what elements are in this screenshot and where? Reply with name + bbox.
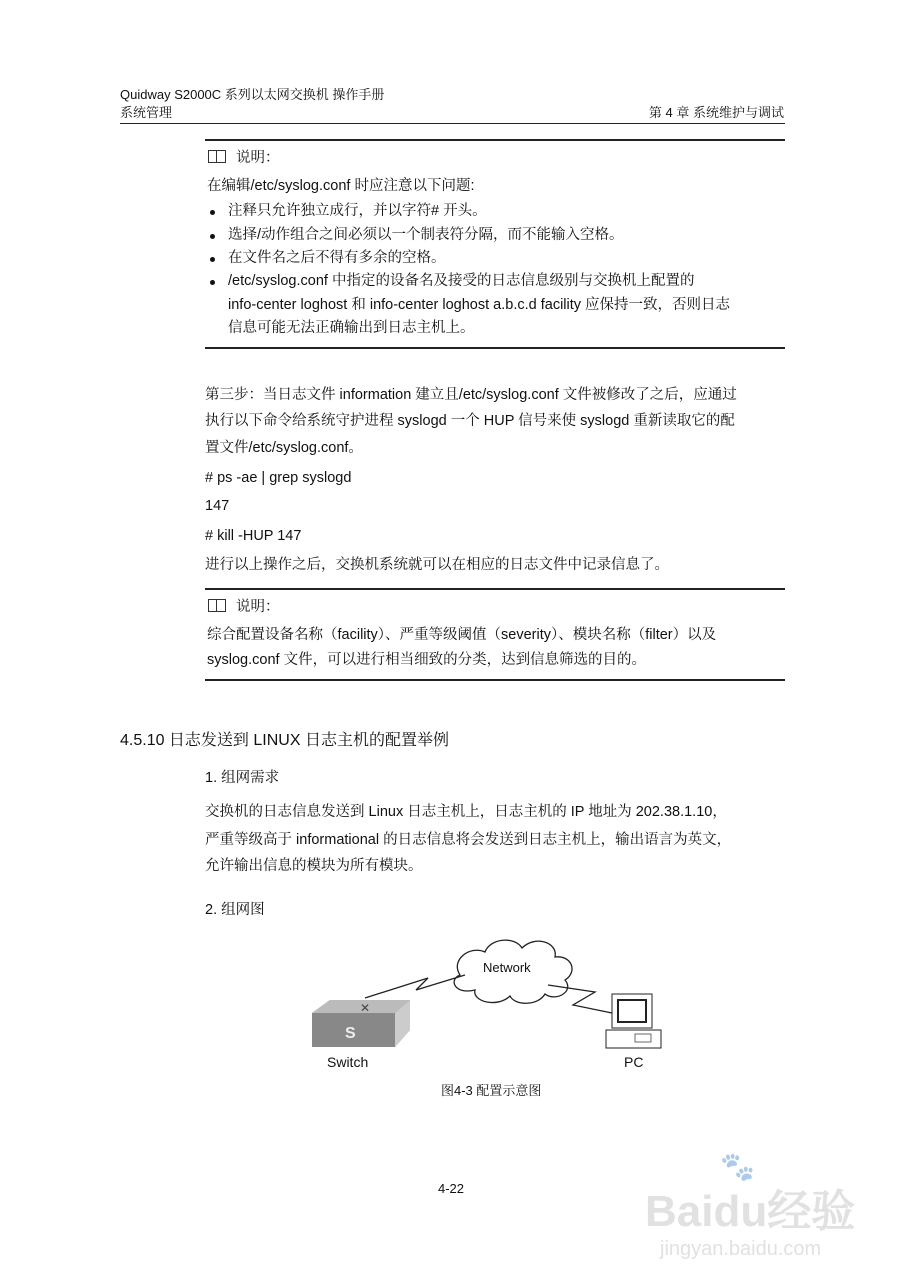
note-bullet: 选择/动作组合之间必须以一个制表符分隔，而不能输入空格。 bbox=[228, 227, 624, 243]
note-label-text: 说明： bbox=[236, 599, 280, 615]
subheading: 2. 组网图 bbox=[205, 902, 265, 918]
note-bullet-cont: info-center loghost 和 info-center loghost a.b.c.d facility 应保持一致，否则日志 bbox=[228, 297, 731, 313]
step3-line: 执行以下命令给系统守护进程 syslogd 一个 HUP 信号来使 syslogd 重新读取它的配 bbox=[205, 413, 735, 429]
svg-text:S: S bbox=[345, 1025, 356, 1042]
network-label: Network bbox=[483, 960, 531, 975]
section-para: 允许输出信息的模块为所有模块。 bbox=[205, 858, 423, 874]
note-label bbox=[208, 149, 280, 167]
header-rule bbox=[120, 123, 785, 124]
book-icon bbox=[208, 150, 226, 163]
section-para: 交换机的日志信息发送到 Linux 日志主机上，日志主机的 IP 地址为 202.38.1.10， bbox=[205, 804, 727, 820]
command-output: 147 bbox=[205, 498, 230, 514]
link-line-switch bbox=[365, 975, 465, 998]
note-bottom-rule bbox=[205, 347, 785, 349]
note2-line: syslog.conf 文件，可以进行相当细致的分类，达到信息筛选的目的。 bbox=[207, 652, 647, 668]
note-bottom-rule bbox=[205, 679, 785, 681]
bullet-icon bbox=[210, 234, 215, 239]
paw-icon: 🐾 bbox=[720, 1151, 755, 1182]
book-icon bbox=[208, 599, 226, 612]
bullet-icon bbox=[210, 257, 215, 262]
header-chapter: 第 4 章 系统维护与调试 bbox=[648, 105, 784, 120]
switch-icon bbox=[312, 1000, 410, 1047]
header-title: Quidway S2000C 系列以太网交换机 操作手册 bbox=[120, 87, 385, 102]
subheading: 1. 组网需求 bbox=[205, 770, 280, 786]
note-bullet: /etc/syslog.conf 中指定的设备名及接受的日志信息级别与交换机上配置的 bbox=[228, 273, 695, 289]
svg-text:✕: ✕ bbox=[360, 1001, 371, 1015]
step3-line: 第三步：当日志文件 information 建立且/etc/syslog.conf 文件被修改了之后，应通过 bbox=[205, 387, 737, 403]
bullet-icon bbox=[210, 210, 215, 215]
section-heading: 4.5.10 日志发送到 LINUX 日志主机的配置举例 bbox=[120, 732, 449, 749]
figure-caption: 图4-3 配置示意图 bbox=[441, 1083, 542, 1098]
step3-after: 进行以上操作之后，交换机系统就可以在相应的日志文件中记录信息了。 bbox=[205, 557, 669, 573]
step3-line: 置文件/etc/syslog.conf。 bbox=[205, 440, 363, 456]
header-section: 系统管理 bbox=[120, 105, 173, 120]
note-label bbox=[208, 598, 280, 616]
note-intro: 在编辑/etc/syslog.conf 时应注意以下问题: bbox=[207, 178, 475, 194]
note-top-rule bbox=[205, 139, 785, 141]
note2-line: 综合配置设备名称（facility）、严重等级阈值（severity）、模块名称（filter）以及 bbox=[207, 627, 717, 643]
command-line: # ps -ae | grep syslogd bbox=[205, 470, 352, 486]
watermark-brand: Baidu经验 bbox=[645, 1187, 856, 1236]
note-bullet: 在文件名之后不得有多余的空格。 bbox=[228, 250, 446, 266]
command-line: # kill -HUP 147 bbox=[205, 528, 302, 544]
section-para: 严重等级高于 informational 的日志信息将会发送到日志主机上，输出语言为英文， bbox=[205, 832, 732, 848]
page-number: 4-22 bbox=[438, 1181, 465, 1196]
note-label-text: 说明： bbox=[236, 150, 280, 166]
watermark-url: jingyan.baidu.com bbox=[660, 1238, 822, 1260]
pc-label: PC bbox=[624, 1054, 644, 1070]
bullet-icon bbox=[210, 280, 215, 285]
pc-icon bbox=[606, 994, 661, 1048]
note-bullet-cont: 信息可能无法正确输出到日志主机上。 bbox=[228, 320, 475, 336]
baidu-watermark bbox=[640, 1150, 870, 1270]
note-bullet: 注释只允许独立成行，并以字符# 开头。 bbox=[228, 203, 487, 219]
note-top-rule bbox=[205, 588, 785, 590]
switch-label: Switch bbox=[327, 1054, 369, 1070]
